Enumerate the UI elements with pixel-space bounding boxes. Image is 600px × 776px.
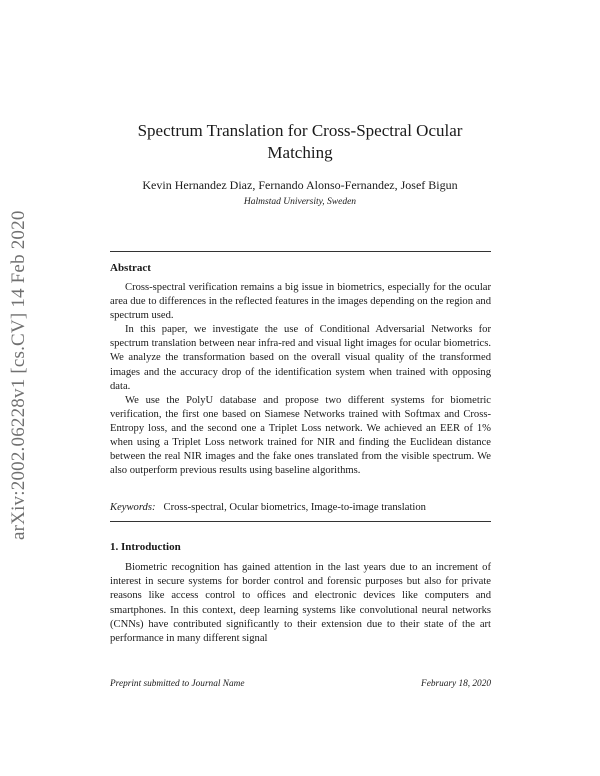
keywords-line xyxy=(110,502,491,513)
author-list: Kevin Hernandez Diaz, Fernando Alonso-Fernandez, Josef Bigun xyxy=(142,178,458,192)
footer-preprint-note: Preprint submitted to Journal Name xyxy=(110,679,245,689)
keywords-label: Keywords: xyxy=(110,502,156,513)
title-line-2: Matching xyxy=(267,143,333,162)
abstract-bottom-rule xyxy=(110,521,491,522)
abstract-paragraph: We use the PolyU database and propose two different systems for biometric verification, the first one based on Siamese Networks trained with Softmax and Cross-Entropy loss, and the second one a Triplet Loss network. We achieved an EER of 1% when using a Triplet Loss network trained for NIR and finding the Euclidean distance between the real NIR images and the fake ones translated from the visible spectrum. We also outperform previous results using baseline algorithms. xyxy=(110,394,491,477)
paper-title xyxy=(120,120,480,164)
abstract-body xyxy=(110,281,491,478)
abstract-heading: Abstract xyxy=(110,262,151,274)
footer-date: February 18, 2020 xyxy=(421,679,491,689)
arxiv-identifier-stamp: arXiv:2002.06228v1 [cs.CV] 14 Feb 2020 xyxy=(8,210,29,540)
abstract-paragraph: In this paper, we investigate the use of Conditional Adversarial Networks for spectrum translation between near infra-red and visual light images for ocular biometrics. We analyze the transformation based on the overall visual quality of the transformed images and the accuracy drop of the identification system when trained with opposing data. xyxy=(110,324,491,392)
abstract-paragraph: Cross-spectral verification remains a big issue in biometrics, especially for the ocular area due to differences in the reflected features in the images depending on the region and spectrum used. xyxy=(110,282,491,322)
section-heading-introduction: 1. Introduction xyxy=(110,541,181,553)
abstract-top-rule xyxy=(110,251,491,252)
affiliation: Halmstad University, Sweden xyxy=(243,197,357,207)
title-line-1: Spectrum Translation for Cross-Spectral Ocular xyxy=(137,121,463,140)
introduction-paragraph: Biometric recognition has gained attention in the last years due to an increment of interest in secure systems for border control and forensic purposes but also for private reasons like access control to offices and electronic devices like computers and smartphones. In this context, deep learning systems like convolutional neural networks (CNNs) have contributed significantly to their extension due to their state of the art performance in many different signal xyxy=(110,562,491,645)
introduction-body xyxy=(110,561,491,646)
keywords-text: Cross-spectral, Ocular biometrics, Image-to-image translation xyxy=(163,502,426,513)
